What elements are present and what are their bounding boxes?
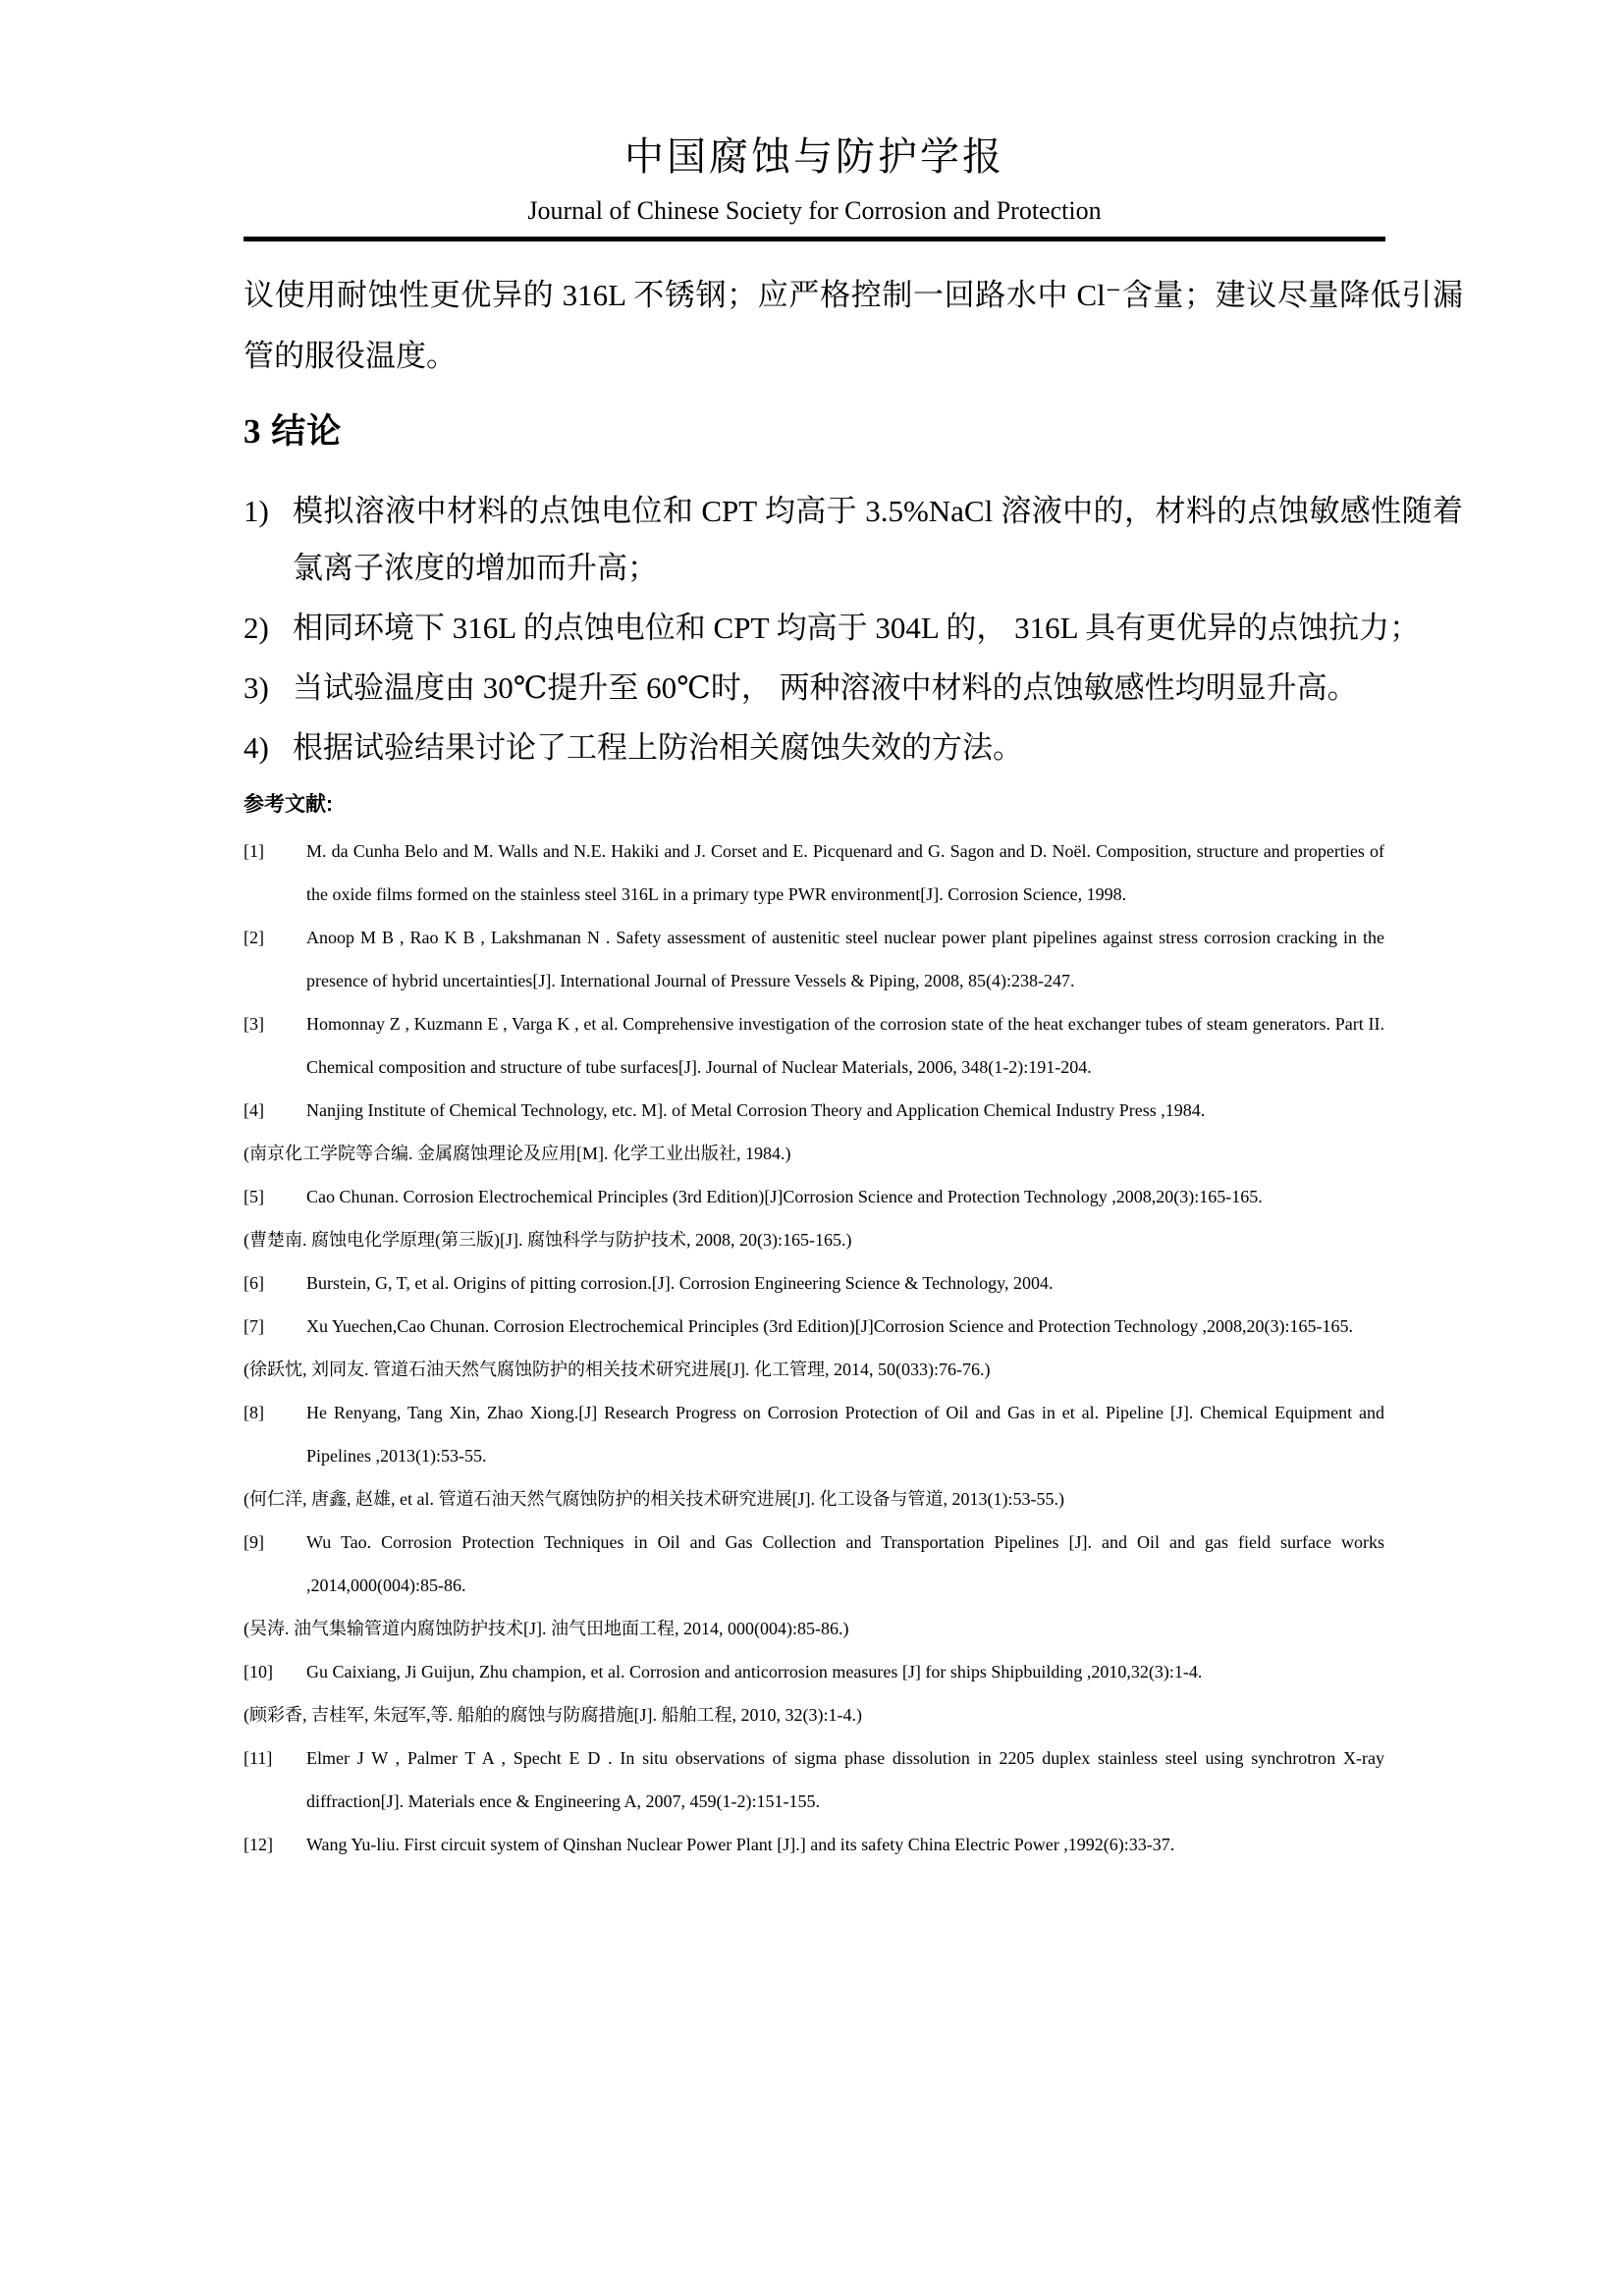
reference-entry — [244, 1002, 1384, 1089]
reference-entry — [244, 829, 1384, 916]
reference-text: Wang Yu-liu. First circuit system of Qinshan Nuclear Power Plant [J].] and its safety China Electric Power ,1992(6):33-37. — [306, 1835, 1175, 1854]
section-heading: 3 结论 — [244, 412, 343, 451]
journal-title-zh: 中国腐蚀与防护学报 — [624, 134, 1004, 179]
reference-entry — [244, 1261, 1384, 1305]
reference-number: [9] — [244, 1532, 264, 1552]
conclusion-item-1 — [244, 483, 1463, 597]
conclusion-item-2 — [244, 600, 1463, 657]
conclusion-number: 3) — [244, 670, 269, 705]
reference-text: Wu Tao. Corrosion Protection Techniques in Oil and Gas Collection and Transportation Pipelines [J]. and Oil and gas field surface works ,2014,000(004):85-86. — [306, 1532, 1384, 1595]
reference-number: [2] — [244, 928, 264, 947]
conclusion-text: 模拟溶液中材料的点蚀电位和 CPT 均高于 3.5%NaCl 溶液中的，材料的点蚀敏感性随着氯离子浓度的增加而升高； — [293, 494, 1463, 585]
reference-translation: (顾彩香, 吉桂军, 朱冠军,等. 船舶的腐蚀与防腐措施[J]. 船舶工程, 2010, 32(3):1-4.) — [244, 1705, 862, 1725]
reference-number: [3] — [244, 1014, 264, 1034]
conclusion-number: 1) — [244, 494, 269, 528]
reference-translation: (曹楚南. 腐蚀电化学原理(第三版)[J]. 腐蚀科学与防护技术, 2008, 20(3):165-165.) — [244, 1230, 852, 1250]
reference-number: [7] — [244, 1316, 264, 1336]
reference-entry — [244, 1823, 1384, 1866]
reference-number: [4] — [244, 1100, 264, 1120]
reference-translation: (何仁洋, 唐鑫, 赵雄, et al. 管道石油天然气腐蚀防护的相关技术研究进展[J]. 化工设备与管道, 2013(1):53-55.) — [244, 1489, 1064, 1509]
reference-entry — [244, 1736, 1384, 1823]
intro-paragraph: 议使用耐蚀性更优异的 316L 不锈钢；应严格控制一回路水中 Cl⁻含量；建议尽量降低引漏管的服役温度。 — [244, 278, 1463, 373]
journal-header — [244, 134, 1385, 241]
conclusion-text: 相同环境下 316L 的点蚀电位和 CPT 均高于 304L 的， 316L 具有更优异的点蚀抗力； — [293, 611, 1421, 645]
reference-number: [8] — [244, 1403, 264, 1422]
reference-number: [11] — [244, 1748, 273, 1768]
reference-text: Homonnay Z , Kuzmann E , Varga K , et al. Comprehensive investigation of the corrosion state of the heat exchanger tubes of steam generators. Part II. Chemical composition and structure of tube surfaces[J]. Journal of Nuclear Materials, 2006, 348(1-2):191-204. — [306, 1014, 1384, 1077]
reference-text: He Renyang, Tang Xin, Zhao Xiong.[J] Research Progress on Corrosion Protection of Oil and Gas in et al. Pipeline [J]. Chemical Equipment and Pipelines ,2013(1):53-55. — [306, 1403, 1384, 1466]
reference-text: Xu Yuechen,Cao Chunan. Corrosion Electrochemical Principles (3rd Edition)[J]Corrosion Science and Protection Technology ,2008,20(3):165-165. — [306, 1316, 1354, 1336]
reference-entry — [244, 1521, 1384, 1607]
reference-text: Nanjing Institute of Chemical Technology, etc. M]. of Metal Corrosion Theory and Application Chemical Industry Press ,1984. — [306, 1100, 1206, 1120]
conclusion-text: 根据试验结果讨论了工程上防治相关腐蚀失效的方法。 — [293, 730, 1023, 765]
reference-list — [244, 829, 1384, 1866]
reference-entry — [244, 1305, 1384, 1348]
references-heading: 参考文献: — [244, 793, 333, 816]
reference-text: Cao Chunan. Corrosion Electrochemical Principles (3rd Edition)[J]Corrosion Science and Protection Technology ,2008,20(3):165-165. — [306, 1187, 1263, 1206]
reference-number: [5] — [244, 1187, 264, 1206]
reference-number: [12] — [244, 1835, 273, 1854]
conclusion-number: 2) — [244, 611, 269, 645]
reference-text: Burstein, G, T, et al. Origins of pitting corrosion.[J]. Corrosion Engineering Science & Technology, 2004. — [306, 1273, 1054, 1293]
journal-title-en: Journal of Chinese Society for Corrosion and Protection — [527, 196, 1102, 225]
reference-entry — [244, 1650, 1384, 1693]
conclusion-item-4 — [244, 720, 1463, 776]
reference-entry — [244, 1175, 1384, 1218]
reference-entry — [244, 916, 1384, 1002]
reference-text: Elmer J W , Palmer T A , Specht E D . In situ observations of sigma phase dissolution in 2205 duplex stainless steel using synchrotron X-ray diffraction[J]. Materials ence & Engineering A, 2007, 459(1-2):151-155. — [306, 1748, 1384, 1811]
conclusion-list — [244, 483, 1463, 776]
header-rule — [244, 237, 1385, 241]
conclusion-text: 当试验温度由 30℃提升至 60℃时， 两种溶液中材料的点蚀敏感性均明显升高。 — [293, 670, 1358, 705]
reference-number: [1] — [244, 841, 264, 861]
reference-number: [6] — [244, 1273, 264, 1293]
reference-translation: (徐跃忱, 刘同友. 管道石油天然气腐蚀防护的相关技术研究进展[J]. 化工管理, 2014, 50(033):76-76.) — [244, 1360, 991, 1379]
reference-number: [10] — [244, 1662, 273, 1682]
reference-text: M. da Cunha Belo and M. Walls and N.E. Hakiki and J. Corset and E. Picquenard and G. Sagon and D. Noël. Composition, structure and properties of the oxide films formed on the stainless steel 316L in a primary type PWR environment[J]. Corrosion Science, 1998. — [306, 841, 1384, 904]
reference-entry — [244, 1089, 1384, 1132]
conclusion-item-3 — [244, 660, 1463, 717]
reference-text: Anoop M B , Rao K B , Lakshmanan N . Safety assessment of austenitic steel nuclear power plant pipelines against stress corrosion cracking in the presence of hybrid uncertainties[J]. International Journal of Pressure Vessels & Piping, 2008, 85(4):238-247. — [306, 928, 1384, 990]
reference-translation: (南京化工学院等合编. 金属腐蚀理论及应用[M]. 化学工业出版社, 1984.) — [244, 1144, 791, 1163]
reference-entry — [244, 1391, 1384, 1477]
conclusion-number: 4) — [244, 730, 269, 765]
reference-translation: (吴涛. 油气集输管道内腐蚀防护技术[J]. 油气田地面工程, 2014, 000(004):85-86.) — [244, 1619, 849, 1638]
reference-text: Gu Caixiang, Ji Guijun, Zhu champion, et al. Corrosion and anticorrosion measures [J] for ships Shipbuilding ,2010,32(3):1-4. — [306, 1662, 1203, 1682]
